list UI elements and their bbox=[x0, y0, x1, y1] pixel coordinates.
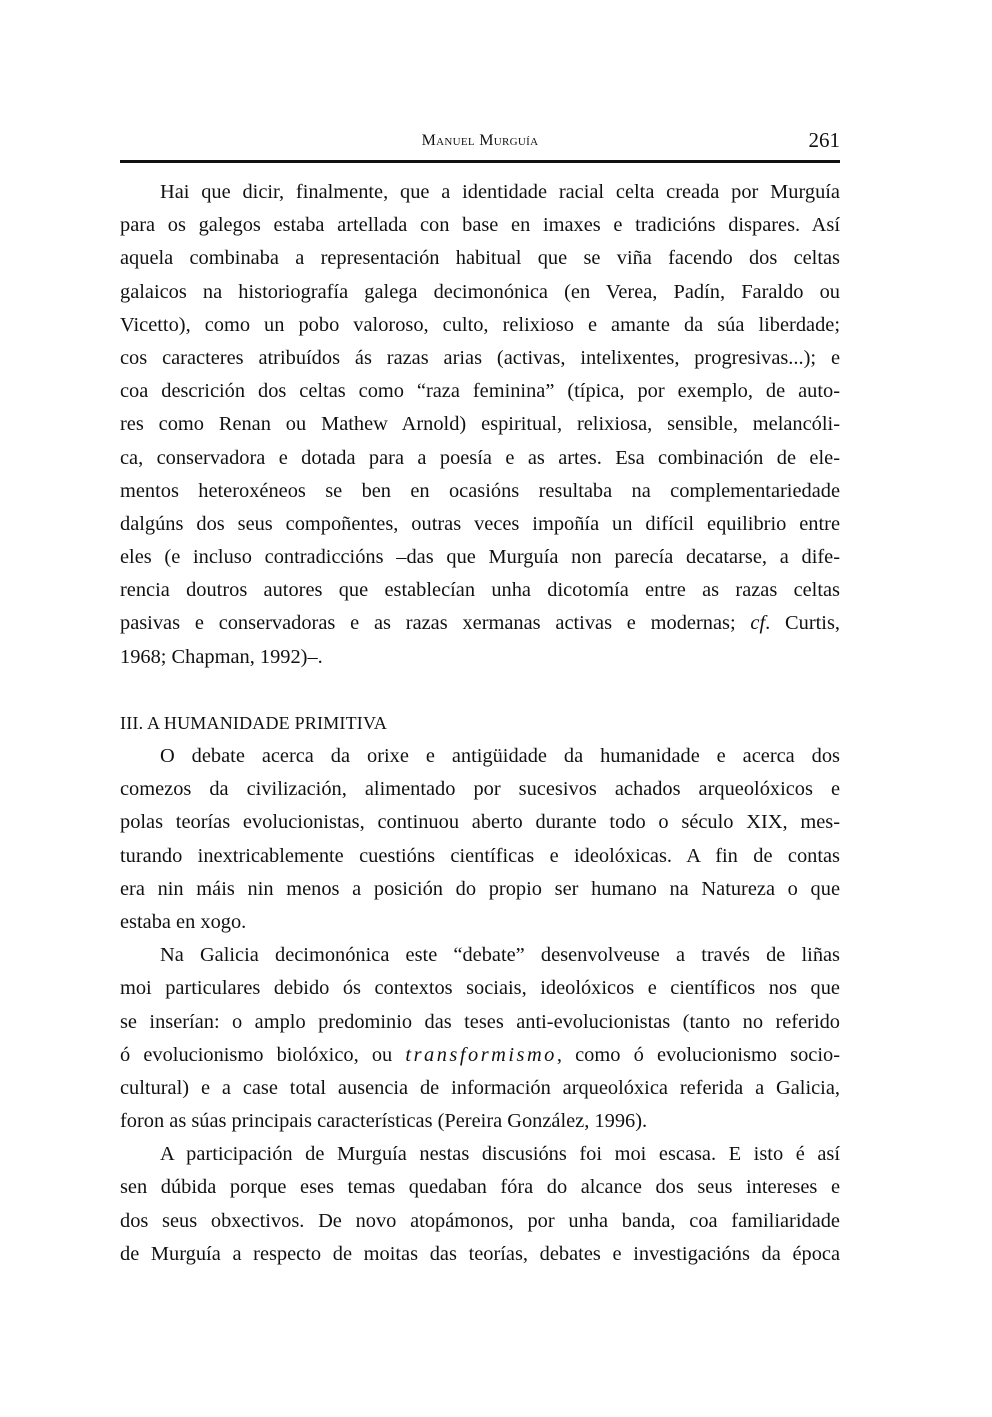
italic-term: transformismo bbox=[405, 1043, 557, 1066]
paragraph-galicia bbox=[120, 939, 840, 1138]
text-line: Na Galicia decimonónica este “debate” desenvolveuse a través de liñas bbox=[160, 944, 840, 967]
text-line: polas teorías evolucionistas, continuou aberto durante todo o século XIX, mes- bbox=[120, 811, 840, 834]
text-segment: pasivas e conservadoras e as razas xermanas activas e modernas; bbox=[120, 612, 751, 635]
italic-abbreviation: cf bbox=[750, 612, 766, 635]
text-line bbox=[120, 607, 840, 640]
text-line: coa descrición dos celtas como “raza feminina” (típica, por exemplo, de auto- bbox=[120, 380, 840, 403]
text-line: eles (e incluso contradiccións –das que Murguía non parecía decatarse, a dife- bbox=[120, 546, 840, 569]
text-line: Vicetto), como un pobo valoroso, culto, relixioso e amante da súa liberdade; bbox=[120, 313, 840, 336]
text-line: rencia doutros autores que establecían unha dicotomía entre as razas celtas bbox=[120, 579, 840, 602]
paragraph-participation bbox=[120, 1138, 840, 1271]
text-line: galaicos na historiografía galega decimonónica (en Verea, Padín, Faraldo ou bbox=[120, 280, 840, 303]
text-line: 1968; Chapman, 1992)–. bbox=[120, 645, 323, 668]
page-header bbox=[120, 128, 840, 158]
text-line: cos caracteres atribuídos ás razas arias (activas, intelixentes, progresivas...); e bbox=[120, 346, 840, 369]
body-text bbox=[120, 176, 840, 1271]
text-line: aquela combinaba a representación habitual que se viña facendo dos celtas bbox=[120, 247, 840, 270]
text-segment: ó evolucionismo biolóxico, ou bbox=[120, 1043, 406, 1066]
text-segment: . Curtis, bbox=[765, 612, 840, 635]
text-line: res como Renan ou Mathew Arnold) espiritual, relixiosa, sensible, melancóli- bbox=[120, 413, 840, 436]
text-line: cultural) e a case total ausencia de información arqueolóxica referida a Galicia, bbox=[120, 1076, 840, 1099]
text-line: estaba en xogo. bbox=[120, 910, 247, 933]
text-line: era nin máis nin menos a posición do propio ser humano na Natureza o que bbox=[120, 877, 840, 900]
text-line: moi particulares debido ós contextos sociais, ideolóxicos e científicos nos que bbox=[120, 977, 840, 1000]
text-segment: , como ó evolucionismo socio- bbox=[556, 1043, 840, 1066]
section-heading: III. A HUMANIDADE PRIMITIVA bbox=[120, 712, 388, 733]
text-line: sen dúbida porque eses temas quedaban fóra do alcance dos seus intereses e bbox=[120, 1176, 840, 1199]
paragraph-debate bbox=[120, 740, 840, 939]
header-rule bbox=[120, 160, 840, 163]
text-line: para os galegos estaba artellada con base en imaxes e tradicións dispares. Así bbox=[120, 214, 840, 237]
text-line: dalgúns dos seus compoñentes, outras veces impoñía un difícil equilibrio entre bbox=[120, 512, 840, 535]
text-line: se inserían: o amplo predominio das teses anti-evolucionistas (tanto no referido bbox=[120, 1010, 840, 1033]
text-line: foron as súas principais características (Pereira González, 1996). bbox=[120, 1110, 648, 1133]
text-line: dos seus obxectivos. De novo atopámonos, por unha banda, coa familiaridade bbox=[120, 1209, 840, 1232]
section-spacer bbox=[120, 674, 840, 707]
text-line bbox=[120, 1039, 840, 1072]
text-line: mentos heteroxéneos se ben en ocasións resultaba na complementariedade bbox=[120, 479, 840, 502]
text-line: Hai que dicir, finalmente, que a identidade racial celta creada por Murguía bbox=[160, 181, 840, 203]
paragraph-racial-identity bbox=[120, 176, 840, 674]
text-line: de Murguía a respecto de moitas das teorías, debates e investigacións da época bbox=[120, 1242, 840, 1265]
text-line: A participación de Murguía nestas discusións foi moi escasa. E isto é así bbox=[160, 1143, 840, 1166]
text-line: O debate acerca da orixe e antigüidade da humanidade e acerca dos bbox=[160, 745, 840, 767]
page-number: 261 bbox=[808, 128, 840, 152]
text-line: turando inextricablemente cuestións científicas e ideolóxicas. A fin de contas bbox=[120, 844, 840, 867]
running-title: Manuel Murguía bbox=[421, 132, 539, 149]
text-line: comezos da civilización, alimentado por sucesivos achados arqueolóxicos e bbox=[120, 778, 840, 801]
text-line: ca, conservadora e dotada para a poesía e as artes. Esa combinación de ele- bbox=[120, 446, 840, 469]
